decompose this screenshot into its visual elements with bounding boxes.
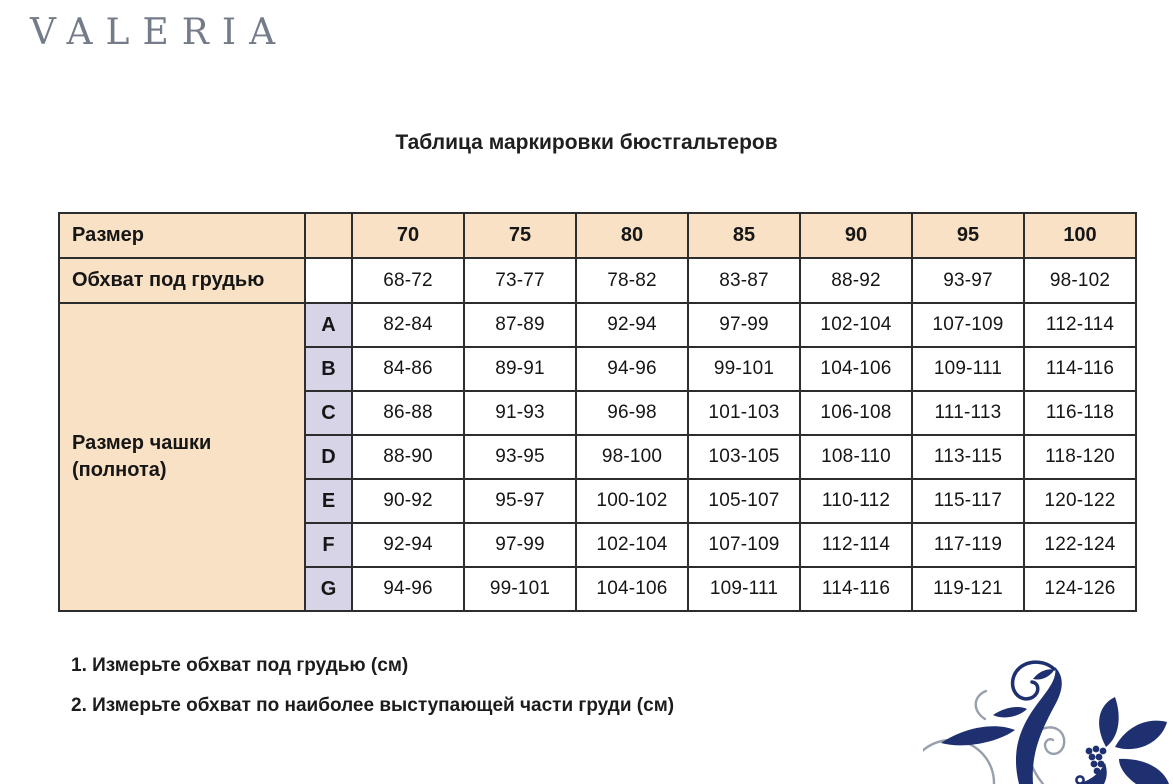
cup-size-value: 117-119 [912,523,1024,567]
size-table-body [59,213,1136,611]
cup-size-value: 107-109 [912,303,1024,347]
underbust-value: 78-82 [576,258,688,303]
band-size-header: 100 [1024,213,1136,258]
cup-size-value: 84-86 [352,347,464,391]
cup-size-value: 94-96 [576,347,688,391]
cup-size-value: 92-94 [352,523,464,567]
cup-size-value: 104-106 [576,567,688,611]
cup-size-value: 105-107 [688,479,800,523]
page-title: Таблица маркировки бюстгальтеров [395,131,778,154]
underbust-value: 83-87 [688,258,800,303]
cup-size-value: 99-101 [464,567,576,611]
band-size-header: 75 [464,213,576,258]
band-size-header-row [59,213,1136,258]
cup-size-value: 92-94 [576,303,688,347]
cup-letter: F [305,523,352,567]
cup-size-value: 111-113 [912,391,1024,435]
cup-letter: D [305,435,352,479]
cup-size-value: 107-109 [688,523,800,567]
cup-size-value: 102-104 [576,523,688,567]
underbust-value: 93-97 [912,258,1024,303]
cup-row-A [59,303,1136,347]
cup-size-value: 109-111 [912,347,1024,391]
cup-size-value: 96-98 [576,391,688,435]
cup-size-value: 91-93 [464,391,576,435]
cup-size-value: 104-106 [800,347,912,391]
cup-size-value: 82-84 [352,303,464,347]
size-row-label: Размер [59,213,305,258]
cup-size-value: 106-108 [800,391,912,435]
measurement-instructions [71,655,674,735]
cup-size-value: 103-105 [688,435,800,479]
cup-size-value: 100-102 [576,479,688,523]
cup-size-value: 118-120 [1024,435,1136,479]
cup-size-value: 113-115 [912,435,1024,479]
cup-size-value: 88-90 [352,435,464,479]
cup-size-value: 97-99 [688,303,800,347]
cup-size-value: 112-114 [1024,303,1136,347]
cup-letter: A [305,303,352,347]
cup-size-value: 101-103 [688,391,800,435]
cup-group-label: Размер чашки (полнота) [59,303,305,611]
band-size-header: 70 [352,213,464,258]
underbust-value: 98-102 [1024,258,1136,303]
cup-size-value: 89-91 [464,347,576,391]
cup-size-value: 108-110 [800,435,912,479]
cup-size-value: 124-126 [1024,567,1136,611]
band-size-header: 95 [912,213,1024,258]
cup-size-value: 93-95 [464,435,576,479]
cup-size-value: 86-88 [352,391,464,435]
cup-size-value: 122-124 [1024,523,1136,567]
cup-size-value: 116-118 [1024,391,1136,435]
cup-letter: E [305,479,352,523]
cup-size-value: 112-114 [800,523,912,567]
spacer-cell [305,213,352,258]
underbust-row-label: Обхват под грудью [59,258,305,303]
cup-letter: G [305,567,352,611]
cup-size-value: 97-99 [464,523,576,567]
cup-size-value: 98-100 [576,435,688,479]
band-size-header: 90 [800,213,912,258]
cup-size-value: 119-121 [912,567,1024,611]
cup-size-value: 99-101 [688,347,800,391]
cup-size-value: 87-89 [464,303,576,347]
cup-size-value: 114-116 [1024,347,1136,391]
underbust-row [59,258,1136,303]
underbust-value: 73-77 [464,258,576,303]
cup-size-value: 95-97 [464,479,576,523]
spacer-cell [305,258,352,303]
band-size-header: 85 [688,213,800,258]
cup-size-value: 110-112 [800,479,912,523]
bra-size-table [58,212,1137,612]
cup-letter: C [305,391,352,435]
cup-size-value: 115-117 [912,479,1024,523]
underbust-value: 88-92 [800,258,912,303]
cup-size-value: 109-111 [688,567,800,611]
instruction-step-2: 2. Измерьте обхват по наиболее выступающей части груди (см) [71,695,675,716]
cup-size-value: 120-122 [1024,479,1136,523]
band-size-header: 80 [576,213,688,258]
cup-size-value: 102-104 [800,303,912,347]
underbust-value: 68-72 [352,258,464,303]
cup-size-value: 90-92 [352,479,464,523]
floral-ornament-icon [923,659,1173,784]
cup-letter: B [305,347,352,391]
instruction-step-1: 1. Измерьте обхват под грудью (см) [71,655,409,676]
brand-logo: VALERIA [30,12,289,53]
cup-size-value: 114-116 [800,567,912,611]
cup-size-value: 94-96 [352,567,464,611]
